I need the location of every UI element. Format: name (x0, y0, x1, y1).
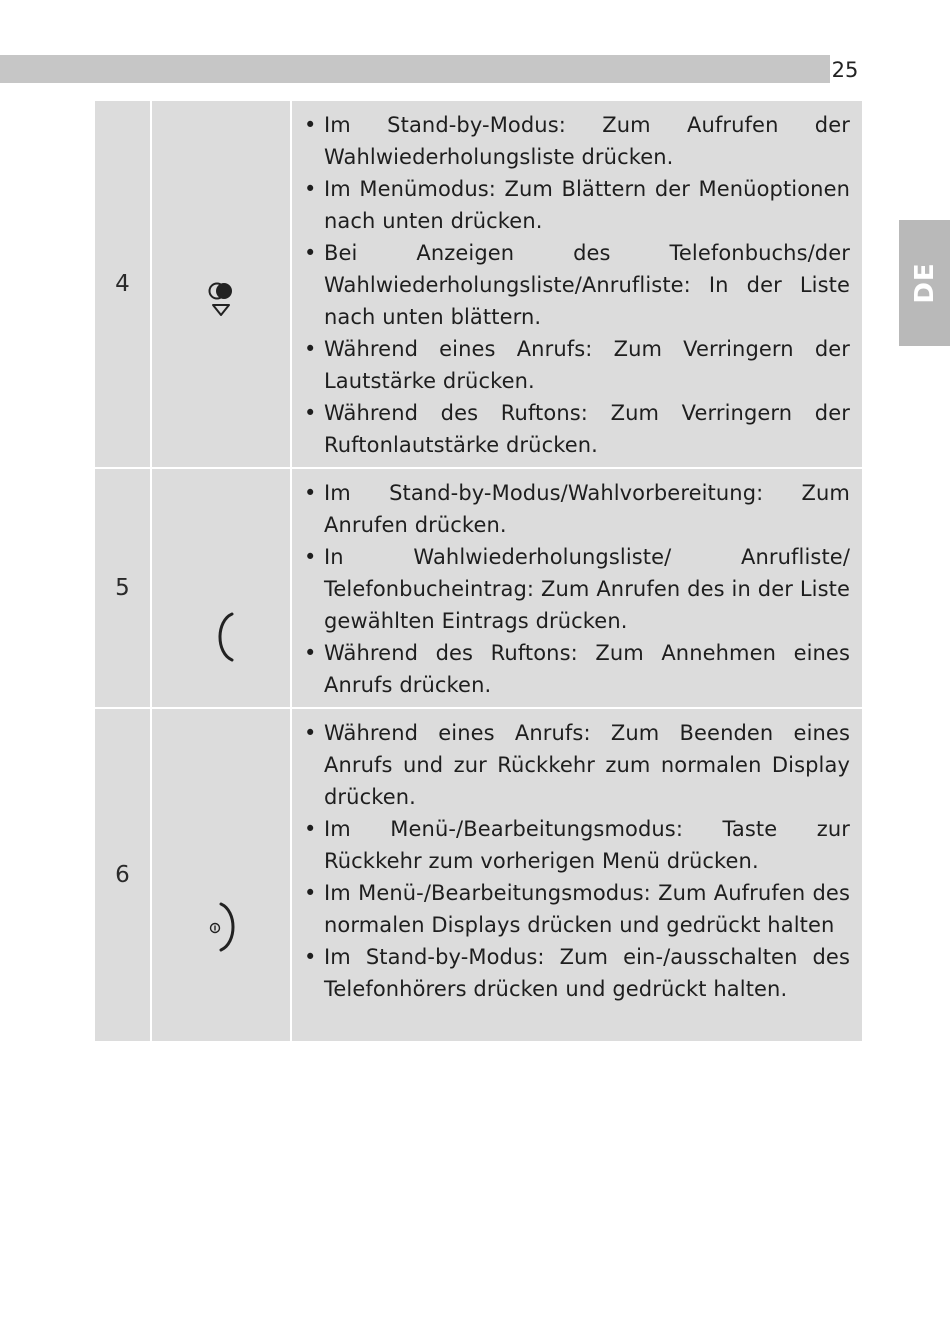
down-navigation-key-icon (204, 279, 238, 319)
icon-cell (152, 469, 292, 707)
call-key-icon (210, 611, 236, 663)
list-item: • Im Stand-by-Modus: Zum Aufrufen der Wahlwiederholungsliste drücken. (302, 109, 850, 173)
key-function-table (95, 101, 862, 1041)
list-item: • Im Stand-by-Modus/Wahlvorbereitung: Zum Anrufen drücken. (302, 477, 850, 541)
list-item: • Im Menü-/Bearbeitungsmodus: Zum Aufrufen des normalen Displays drücken und gedrückt halten (302, 877, 850, 941)
icon-cell (152, 709, 292, 1041)
list-item: • Während des Ruftons: Zum Verringern der Ruftonlautstärke drücken. (302, 397, 850, 461)
list-item: • Während eines Anrufs: Zum Verringern der Lautstärke drücken. (302, 333, 850, 397)
page-number: 25 (831, 58, 859, 82)
list-item: • Im Stand-by-Modus: Zum ein-/ausschalten des Telefonhörers drücken und gedrückt halten. (302, 941, 850, 1005)
table-row (95, 101, 862, 469)
language-tab-label: DE (909, 262, 940, 304)
description-cell (292, 709, 862, 1041)
list-item: • In Wahlwiederholungsliste/ Anrufliste/ Telefonbucheintrag: Zum Anrufen des in der Liste gewählten Eintrags drücken. (302, 541, 850, 637)
list-item: • Im Menü-/Bearbeitungsmodus: Taste zur Rückkehr zum vorherigen Menü drücken. (302, 813, 850, 877)
table-row (95, 709, 862, 1041)
description-cell (292, 101, 862, 467)
row-number: 4 (95, 101, 152, 467)
row-number: 5 (95, 469, 152, 707)
icon-cell (152, 101, 292, 467)
list-item: • Während des Ruftons: Zum Annehmen eines Anrufs drücken. (302, 637, 850, 701)
list-item: • Bei Anzeigen des Telefonbuchs/der Wahlwiederholungsliste/Anrufliste: In der Liste nach unten blättern. (302, 237, 850, 333)
list-item: • Während eines Anrufs: Zum Beenden eines Anrufs und zur Rückkehr zum normalen Display drücken. (302, 717, 850, 813)
end-call-power-key-icon (207, 901, 241, 953)
row-number: 6 (95, 709, 152, 1041)
table-row (95, 469, 862, 709)
list-item: • Im Menümodus: Zum Blättern der Menüoptionen nach unten drücken. (302, 173, 850, 237)
header-bar (0, 55, 830, 83)
language-tab (899, 220, 950, 346)
description-cell (292, 469, 862, 707)
